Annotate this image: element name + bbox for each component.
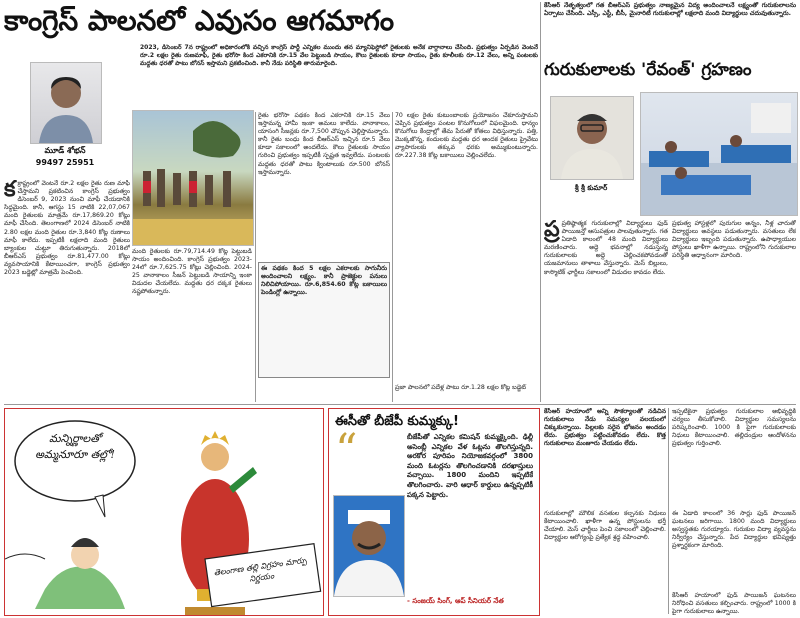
quote-headline: ఈసీతో బీజేపీ కుమ్మక్కు! <box>335 414 459 429</box>
author-name: మూడ్ శోభన్ <box>44 146 86 155</box>
author-phone: 99497 25951 <box>35 158 95 167</box>
quote-text: బీజేపీతో ఎన్నికల కమిషన్ కుమ్మక్కైంది. ఢిల్లీ అసెంబ్లీ ఎన్నికల వేళ ఓట్లను తొలగిస్తున్నది. అరకోర పూరిపం నియోజకవర్గంలో 3800 మంది ఓటర్లను తొలగించడానికి దరఖాస్తులు వచ్చాయి. 1800 మందిని ఇప్పటికే తొలగించారు. వారి ఆధార్ కార్డులు ఉన్నప్పటికీ పక్కన పెట్టారు. <box>407 433 533 499</box>
gurukul-author-name: శ్రీ శ్రీ కుమార్ <box>574 184 608 192</box>
main-col1: కక్రాష్ట్రంలో వెంటనే రూ.2 లక్షల రైతు రుణ మాఫీ చేస్తామని ప్రకటించిన కాంగ్రెస్ ప్రభుత్వం డిసెంబర్ 9, 2023 నుంచి మాఫీ చేయడానికి సిద్ధమైంది. కానీ, ఆగస్టు 15 నాటికి 22,07,067 మంది రైతులకు మాత్రమే రూ.17,869.20 కోట్లు మాఫీ చేసింది. తెలంగాణలో 2024 డిసెంబర్ నాటికి 2.80 లక్షల మంది రైతుల రూ.3,840 కోట్ల రుణాలు మాఫీ కాలేదు. ఇప్పటికీ లక్షలాది మంది రైతులు బ్యాంకుల చుట్టూ తిరుగుతున్నారు. 2018లో బీఆర్ఎస్ ప్రభుత్వం రూ.81,477.00 కోట్లు వ్యవసాయానికి కేటాయించగా, కాంగ్రెస్ ప్రభుత్వం 2023 బడ్జెట్లో మాత్రమే పెంచింది. <box>4 180 130 277</box>
quote-mark-icon: “ <box>335 425 358 476</box>
gurukul-author-photo <box>550 96 634 180</box>
info-box: ఈ పథకం కింద 5 లక్షల ఎకరాలకు సాగునీరు అందించాలని లక్ష్యం. కానీ ప్రాజెక్టుల పనులు నిలిచిపోయాయి. రూ.6,854.60 కోట్ల బకాయిలు పెండింగ్లో ఉన్నాయి. <box>258 262 390 378</box>
farmers-photo <box>132 110 254 246</box>
quote-attribution: - సంజయ్ సింగ్, ఆప్ సీనియర్ నేత <box>407 597 504 605</box>
right-bottom-footer: కేసీఆర్ హయాంలో ఫుడ్ పాయిజన్ ఘటనలు నిరోధించి వసతులు కల్పించారు. రాష్ట్రంలో 1000 కి పైగా గురుకులాలు ఉన్నాయి. <box>672 592 796 616</box>
right-intro: కేసీఆర్ నేతృత్వంలో గత బీఆర్ఎస్ ప్రభుత్వం నాణ్యమైన విద్య అందించాలనే లక్ష్యంతో గురుకులాలను ఏర్పాటు చేసింది. ఎస్సీ, ఎస్టీ, బీసీ, మైనారిటీ గురుకులాల్లో లక్షలాది మంది విద్యార్థులు చదువుతున్నారు. <box>544 2 796 18</box>
quote-box <box>328 408 540 616</box>
gurukul-col-bottom2: ఈ ఏడాది కాలంలో 36 సార్లు ఫుడ్ పాయిజన్ ఘటనలు జరిగాయి. 1800 మంది విద్యార్థులు అస్వస్థతకు గురయ్యారు. గురుకుల విద్యా వ్యవస్థను నిర్వీర్యం చేస్తున్నారు. పేద విద్యార్థుల భవిష్యత్తు ప్రశ్నార్థకంగా మారింది. <box>672 510 796 550</box>
gurukul-headline: గురుకులాలకు 'రేవంత్' గ్రహణం <box>544 60 752 80</box>
right-bottom-col2: ఇప్పటికైనా ప్రభుత్వం గురుకులాల అభివృద్ధికి చర్యలు తీసుకోవాలి. విద్యార్థుల సమస్యలను పరిష్కరించాలి. 1000 కి పైగా గురుకులాలకు నిధులు కేటాయించాలి. తల్లిదండ్రుల ఆందోళనను ప్రభుత్వం గుర్తించాలి. <box>672 408 796 448</box>
main-intro: 2023, డిసెంబర్ 7న రాష్ట్రంలో అధికారంలోకి వచ్చిన కాంగ్రెస్ పార్టీ ఎన్నికల ముందు తన మ్యానిఫెస్టోలో రైతులకు అనేక వాగ్దానాలు చేసింది. ప్రభుత్వం ఏర్పడిన వెంటనే రూ.2 లక్షల రైతు రుణమాఫీ, రైతు భరోసా కింద ఎకరానికి రూ.15 వేల పెట్టుబడి సాయం, కౌలు రైతులకు కూడా సాయం, రైతు కూలీలకు రూ.12 వేలు, అన్ని పంటలకు మద్దతు ధరతో పాటు బోనస్ ఇస్తామని ప్రకటించింది. కానీ నేడు పరిస్థితి తారుమారైంది. <box>140 44 538 68</box>
main-col3: 70 లక్షల రైతు కుటుంబాలకు ప్రయోజనం చేకూరుస్తామని చెప్పిన ప్రభుత్వం పంటల కొనుగోలులో విఫలమైంది. ధాన్యం కొనుగోలు కేంద్రాల్లో తేమ పేరుతో కోతలు విధిస్తున్నారు. పత్తి, మొక్కజొన్న, కందులకు మద్దతు ధర అందక రైతులు ప్రైవేటు వ్యాపారులకు తక్కువ ధరకు అమ్ముకుంటున్నారు. రూ.227.38 కోట్ల బకాయిలు చెల్లించలేదు. <box>395 112 538 160</box>
gurukul-col-left: ప్ర ప్రతిష్ఠాత్మక గురుకులాల్లో విద్యార్థులు ఫుడ్ పాయిజన్తో ఆసుపత్రుల పాలవుతున్నారు. గత ఏడాది కాలంలో 48 మంది విద్యార్థులు మరణించారు. అద్దె భవనాల్లో నడుస్తున్న గురుకులాలకు అద్దె చెల్లించకపోవడంతో యజమానులు తాళాలు వేస్తున్నారు. మెస్ బిల్లులు, కాస్మొటిక్ ఛార్జీలు సకాలంలో విడుదల కావడం లేదు. <box>544 220 668 276</box>
main-col2b: మంది రైతులకు రూ.79,714.49 కోట్ల పెట్టుబడి సాయం అందించింది. కాంగ్రెస్ ప్రభుత్వం 2023-24లో రూ.7,625.75 కోట్లు చెల్లించింది. 2024-25 వానాకాలం సీజన్ పెట్టుబడి సాయాన్ని ఇంకా విడుదల చేయలేదు. మద్దతు ధర దక్కక రైతులు నష్టపోతున్నారు. <box>132 248 252 296</box>
author-photo <box>30 62 102 144</box>
cartoon-bubble-text: మన్నిర్ణాలతో అమ్మనూరూ తల్లో! <box>35 432 115 461</box>
cartoon-sign-text: తెలంగాణ తల్లి విగ్రహం మార్పు నిర్ణయం <box>213 555 308 584</box>
right-bottom-col1: కేసీఆర్ హయాంలో అన్ని సౌకర్యాలతో నడిచిన గురుకులాలు నేడు సమస్యల వలయంలో చిక్కుకున్నాయి. పిల్లలకు సరైన భోజనం అందడం లేదు. ప్రభుత్వం పట్టించుకోవడం లేదు. కొత్త గురుకులాలు మంజూరు చేయడం లేదు. <box>544 408 666 448</box>
cartoon <box>4 408 324 616</box>
gurukul-col-right: ప్రభుత్వ హాస్టళ్లలో పురుగుల అన్నం, నీళ్ల చారుతో విద్యార్థులు అవస్థలు పడుతున్నారు. వసతులు లేక విద్యార్థులు ఇబ్బంది పడుతున్నారు. ఉపాధ్యాయుల పోస్టులు ఖాళీగా ఉన్నాయి. రాష్ట్రంలోని గురుకులాల పరిస్థితి అధ్వానంగా మారింది. <box>672 220 796 260</box>
main-headline: కాంగ్రెస్ పాలనలో ఎవుసం ఆగమాగం <box>4 4 395 37</box>
speaker-photo <box>333 495 405 597</box>
main-footer: ప్రజా పాలనలో పదేళ్ల పాటు రూ.1.28 లక్షల కోట్ల బడ్జెట్ <box>395 384 527 391</box>
main-col2: రైతు భరోసా పథకం కింద ఎకరానికి రూ.15 వేలు ఇస్తామన్న హామీ ఇంకా అమలు కాలేదు. వానాకాలం, యాసంగి సీజన్లకు రూ.7,500 చొప్పున చెల్లిస్తామన్నారు. కానీ రైతు బంధు కింద బీఆర్ఎస్ ఇచ్చిన రూ.5 వేలు కూడా సకాలంలో అందలేదు. కౌలు రైతులకు సాయం గురించి ప్రభుత్వం ఇప్పటికీ స్పష్టత ఇవ్వలేదు. పంటలకు మద్దతు ధరతో పాటు క్వింటాలుకు రూ.500 బోనస్ ఇస్తామన్నారు. <box>258 112 390 176</box>
hospital-photo <box>640 92 798 216</box>
gurukul-col-bottom: గురుకులాల్లో మౌలిక వసతుల కల్పనకు నిధులు కేటాయించాలి. ఖాళీగా ఉన్న పోస్టులను భర్తీ చేయాలి. మెస్ ఛార్జీలు పెంచి సకాలంలో చెల్లించాలి. విద్యార్థుల ఆరోగ్యంపై ప్రత్యేక శ్రద్ధ వహించాలి. <box>544 510 666 542</box>
